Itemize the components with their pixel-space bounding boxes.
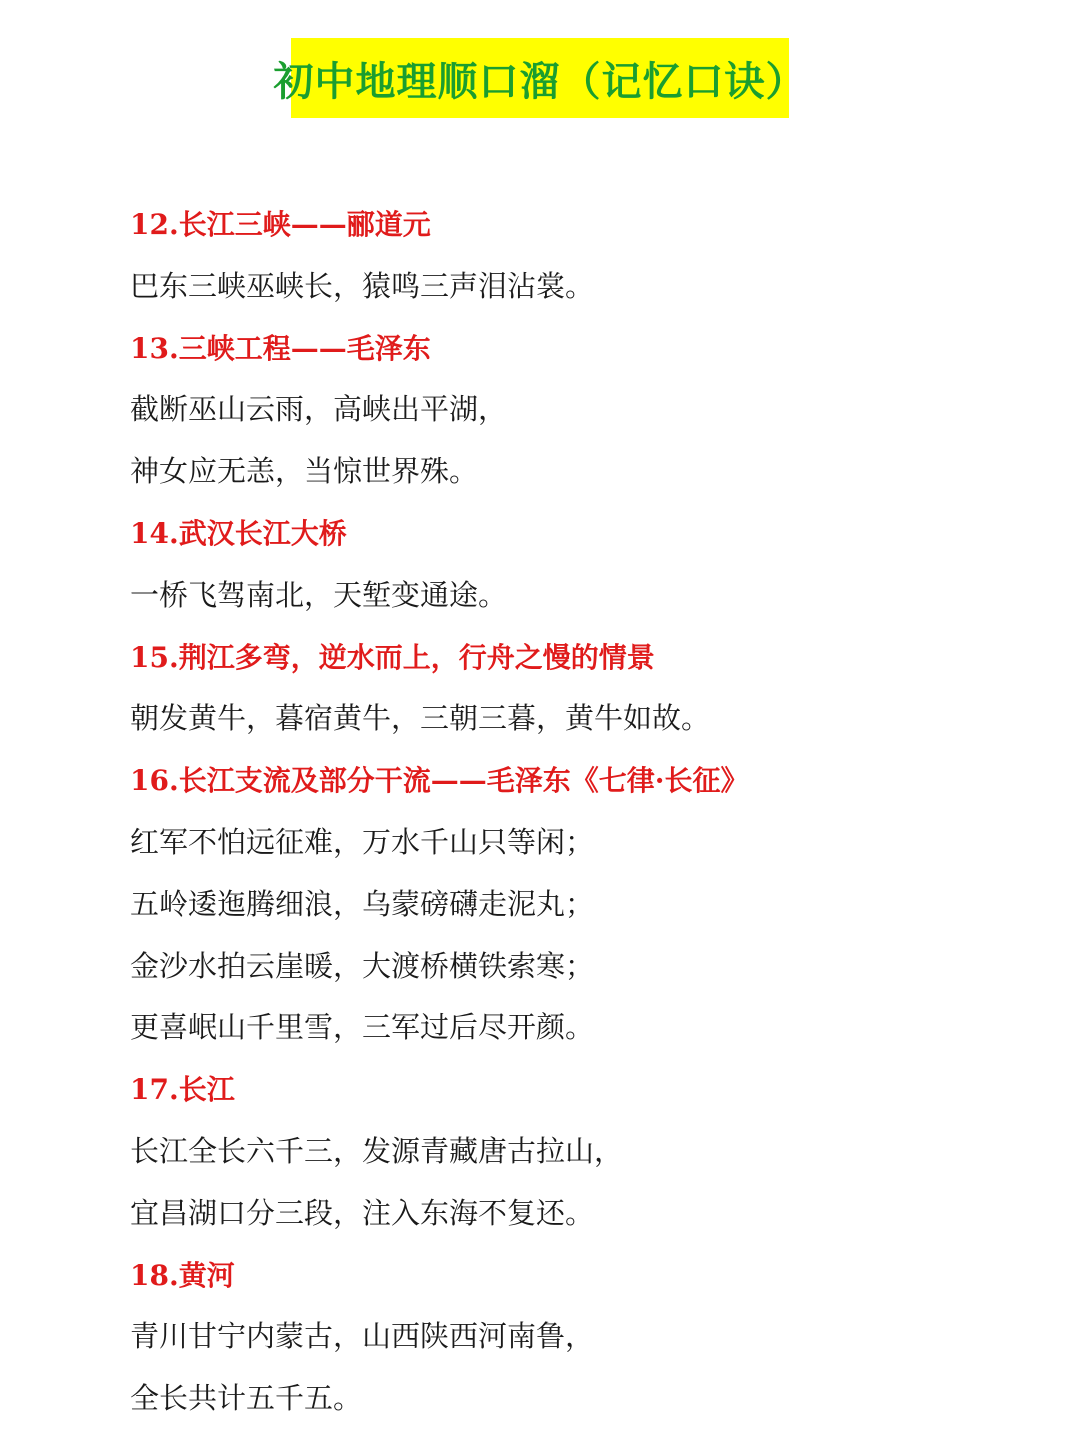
verse-line: 更喜岷山千里雪，三军过后尽开颜。	[130, 1010, 595, 1045]
verse-line: 金沙水拍云崖暖，大渡桥横铁索寒；	[130, 948, 595, 983]
section-heading: 12.长江三峡——郦道元	[130, 208, 431, 241]
verse-line: 青川甘宁内蒙古，山西陕西河南鲁，	[130, 1319, 595, 1354]
verse-line: 红军不怕远征难，万水千山只等闲；	[130, 824, 595, 859]
section-heading: 16.长江支流及部分干流——毛泽东《七律·长征》	[130, 764, 749, 798]
verse-line: 一桥飞驾南北，天堑变通途。	[130, 577, 508, 612]
title-banner	[273, 38, 807, 118]
poem-list	[130, 194, 1030, 1430]
verse-line: 长江全长六千三，发源青藏唐古拉山，	[130, 1133, 624, 1168]
section-heading: 13.三峡工程——毛泽东	[130, 331, 431, 365]
section-heading: 17.长江	[130, 1073, 235, 1107]
verse-line: 朝发黄牛，暮宿黄牛，三朝三暮，黄牛如故。	[130, 701, 711, 736]
verse-line: 宜昌湖口分三段，注入东海不复还。	[130, 1195, 595, 1230]
verse-line: 巴东三峡巫峡长，猿鸣三声泪沾裳。	[130, 268, 595, 303]
verse-line: 神女应无恙，当惊世界殊。	[130, 454, 479, 489]
verse-line: 五岭逶迤腾细浪，乌蒙磅礴走泥丸；	[130, 886, 595, 921]
page-title: 初中地理顺口溜（记忆口诀）	[273, 58, 807, 105]
section-heading: 18.黄河	[130, 1258, 235, 1292]
section-heading: 15.荆江多弯，逆水而上，行舟之慢的情景	[130, 640, 655, 674]
section-heading: 14.武汉长江大桥	[130, 516, 347, 550]
verse-line: 全长共计五千五。	[130, 1381, 363, 1416]
verse-line: 截断巫山云雨，高峡出平湖，	[130, 392, 508, 427]
